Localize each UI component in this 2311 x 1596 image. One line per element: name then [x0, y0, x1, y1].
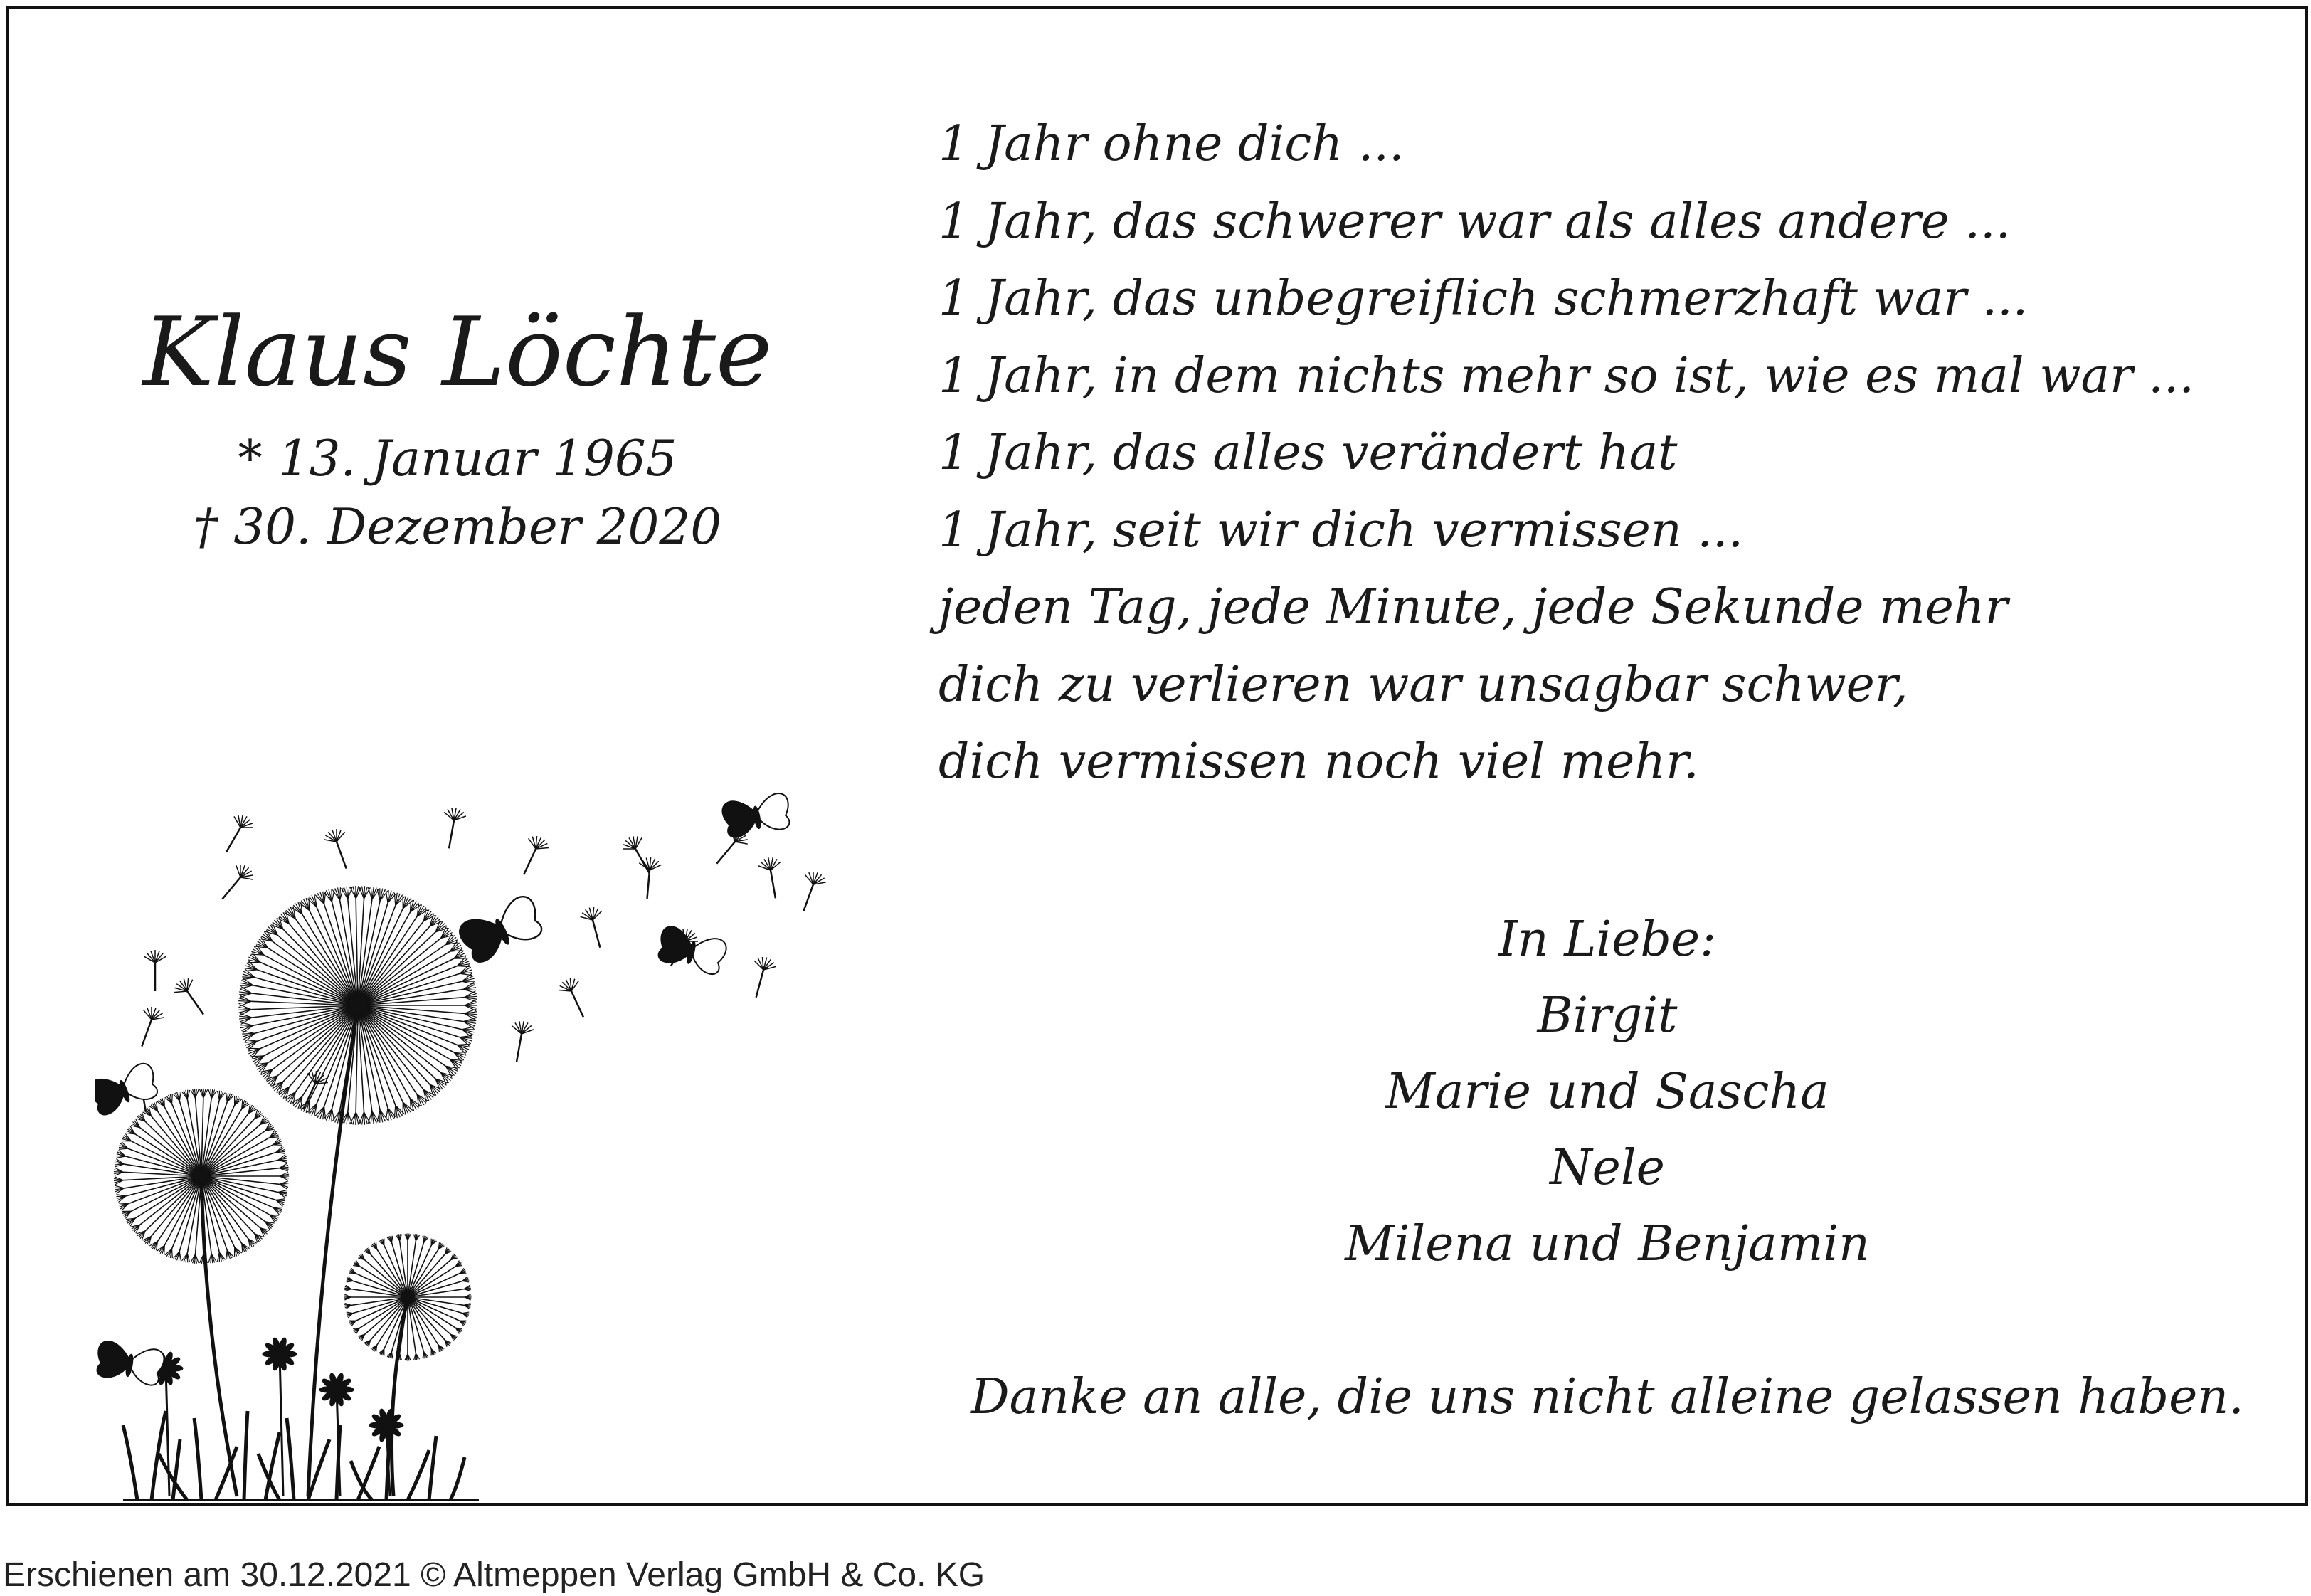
grass — [123, 1411, 479, 1500]
signer-name: Nele — [1550, 1140, 1665, 1196]
poem-line: dich vermissen noch viel mehr. — [938, 734, 1699, 790]
dandelion-medium — [114, 1089, 289, 1496]
small-flowers — [149, 1337, 403, 1496]
publication-footer: Erschienen am 30.12.2021 © Altmeppen Verlag GmbH & Co. KG — [3, 1556, 985, 1594]
poem-line: 1 Jahr, das schwerer war als alles andere ... — [938, 193, 2011, 250]
birth-date: * 13. Januar 1965 — [238, 430, 677, 487]
signer-name: Marie und Sascha — [1385, 1064, 1829, 1120]
dandelion-small — [344, 1233, 471, 1496]
poem-line: 1 Jahr, das unbegreiflich schmerzhaft war ... — [938, 270, 2029, 327]
signers-heading: In Liebe: — [1498, 911, 1717, 968]
poem — [938, 106, 2290, 801]
poem-line: 1 Jahr, das alles verändert hat — [938, 425, 1678, 481]
poem-line: 1 Jahr ohne dich ... — [938, 116, 1405, 172]
poem-line: 1 Jahr, seit wir dich vermissen ... — [938, 502, 1744, 559]
poem-line: dich zu verlieren war unsagbar schwer, — [938, 656, 1908, 713]
signer-name: Milena und Benjamin — [1345, 1216, 1870, 1272]
obituary-notice — [6, 6, 2308, 1506]
death-date: † 30. Dezember 2020 — [193, 499, 722, 556]
signer-name: Birgit — [1537, 988, 1678, 1044]
thanks-line: Danke an alle, die uns nicht alleine gelassen haben. — [971, 1369, 2244, 1425]
deceased-name: Klaus Löchte — [142, 297, 773, 408]
signers — [938, 902, 2276, 1282]
poem-line: jeden Tag, jede Minute, jede Sekunde mehr — [938, 579, 2009, 635]
dandelion-butterflies-icon — [95, 785, 849, 1503]
poem-line: 1 Jahr, in dem nichts mehr so ist, wie es mal war ... — [938, 347, 2194, 404]
